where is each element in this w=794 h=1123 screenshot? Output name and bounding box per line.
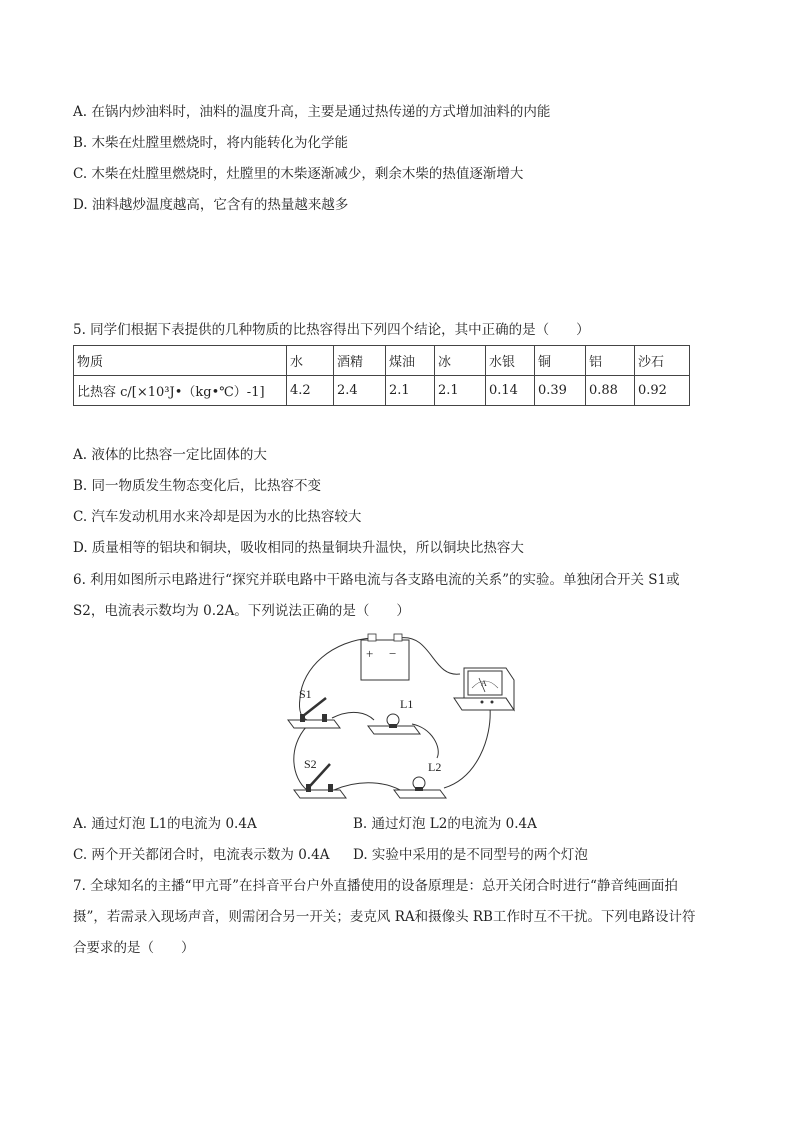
table-cell: 铝 bbox=[586, 346, 635, 376]
table-cell: 酒精 bbox=[334, 346, 386, 376]
q5-stem: 5. 同学们根据下表提供的几种物质的比热容得出下列四个结论，其中正确的是（ ） bbox=[73, 322, 590, 338]
table-cell: 冰 bbox=[435, 346, 486, 376]
table-cell: 4.2 bbox=[287, 376, 334, 406]
table-cell: 0.39 bbox=[535, 376, 586, 406]
specific-heat-table bbox=[73, 345, 690, 406]
q6-stem-line2: S2，电流表示数均为 0.2A。下列说法正确的是（ ） bbox=[73, 603, 410, 619]
q6-stem-line1: 6. 利用如图所示电路进行“探究并联电路中干路电流与各支路电流的关系”的实验。单独闭合开关 S1或 bbox=[73, 572, 680, 588]
ammeter-icon bbox=[454, 668, 514, 710]
table-row bbox=[74, 376, 690, 406]
table-cell: 沙石 bbox=[635, 346, 690, 376]
q4-option-a: A. 在锅内炒油料时，油料的温度升高，主要是通过热传递的方式增加油料的内能 bbox=[73, 104, 551, 120]
battery-minus-label: − bbox=[389, 646, 397, 661]
bulb-l2-label: L2 bbox=[428, 760, 442, 774]
row-label-cell: 比热容 c/[×10³J•（kg•℃）-1] bbox=[74, 376, 287, 406]
table-cell: 2.4 bbox=[334, 376, 386, 406]
table-cell: 2.1 bbox=[386, 376, 435, 406]
q6-option-a: A. 通过灯泡 L1的电流为 0.4A bbox=[73, 816, 257, 832]
table-cell: 煤油 bbox=[386, 346, 435, 376]
table-header-row bbox=[74, 346, 690, 376]
q5-option-c: C. 汽车发动机用水来冷却是因为水的比热容较大 bbox=[73, 509, 362, 525]
q4-option-d: D. 油料越炒温度越高，它含有的热量越来越多 bbox=[73, 197, 349, 213]
bulb-l2-icon bbox=[394, 777, 446, 798]
table-cell: 0.88 bbox=[586, 376, 635, 406]
table-cell: 2.1 bbox=[435, 376, 486, 406]
table-cell: 水 bbox=[287, 346, 334, 376]
bulb-l1-label: L1 bbox=[400, 697, 414, 711]
battery-plus-label: + bbox=[366, 646, 374, 661]
ammeter-label: A bbox=[481, 679, 487, 688]
q5-option-a: A. 液体的比热容一定比固体的大 bbox=[73, 447, 267, 463]
parallel-circuit-figure bbox=[282, 628, 522, 808]
table-cell: 0.14 bbox=[486, 376, 535, 406]
table-cell: 物质 bbox=[74, 346, 287, 376]
q6-option-d: D. 实验中采用的是不同型号的两个灯泡 bbox=[353, 847, 588, 863]
q5-option-b: B. 同一物质发生物态变化后，比热容不变 bbox=[73, 478, 322, 494]
q7-stem-line3: 合要求的是（ ） bbox=[73, 940, 195, 956]
table-cell: 0.92 bbox=[635, 376, 690, 406]
q7-stem-line2: 摄”，若需录入现场声音，则需闭合另一开关；麦克风 RA和摄像头 RB工作时互不干扰。下列电路设计符 bbox=[73, 909, 696, 925]
q4-option-b: B. 木柴在灶膛里燃烧时，将内能转化为化学能 bbox=[73, 135, 349, 151]
switch-s1-label: S1 bbox=[299, 687, 312, 701]
table-cell: 铜 bbox=[535, 346, 586, 376]
q4-option-c: C. 木柴在灶膛里燃烧时，灶膛里的木柴逐渐减少，剩余木柴的热值逐渐增大 bbox=[73, 166, 524, 182]
q6-option-c: C. 两个开关都闭合时，电流表示数为 0.4A bbox=[73, 847, 330, 863]
q5-option-d: D. 质量相等的铝块和铜块，吸收相同的热量铜块升温快，所以铜块比热容大 bbox=[73, 540, 524, 556]
switch-s2-label: S2 bbox=[304, 757, 317, 771]
q6-option-b: B. 通过灯泡 L2的电流为 0.4A bbox=[353, 816, 537, 832]
table-cell: 水银 bbox=[486, 346, 535, 376]
switch-s1-icon bbox=[288, 698, 340, 728]
q7-stem-line1: 7. 全球知名的主播“甲亢哥”在抖音平台户外直播使用的设备原理是：总开关闭合时进行“静音纯画面拍 bbox=[73, 878, 678, 894]
switch-s2-icon bbox=[294, 764, 346, 798]
